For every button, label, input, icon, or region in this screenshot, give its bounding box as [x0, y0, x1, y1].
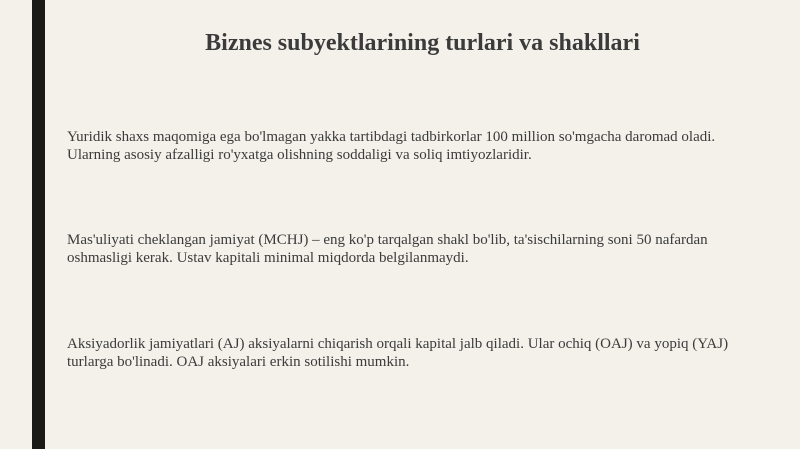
paragraph-joint-stock-companies: Aksiyadorlik jamiyatlari (AJ) aksiyalarni chiqarish orqali kapital jalb qiladi. Ular ochiq (OAJ) va yopiq (YAJ) turlarga bo'linadi. OAJ aksiyalari erkin sotilishi mumkin. — [67, 336, 729, 370]
left-accent-bar — [32, 0, 45, 449]
paragraph-individual-entrepreneurs: Yuridik shaxs maqomiga ega bo'lmagan yakka tartibdagi tadbirkorlar 100 million so'mgacha daromad oladi. Ularning asosiy afzalligi ro'yxatga olishning soddaligi va soliq imtiyozlaridir. — [67, 129, 716, 163]
slide-title: Biznes subyektlarining turlari va shakllari — [205, 30, 640, 56]
paragraph-llc: Mas'uliyati cheklangan jamiyat (MCHJ) – eng ko'p tarqalgan shakl bo'lib, ta'sischilarning soni 50 nafardan oshmasligi kerak. Ustav kapitali minimal miqdorda belgilanmaydi. — [67, 232, 708, 266]
